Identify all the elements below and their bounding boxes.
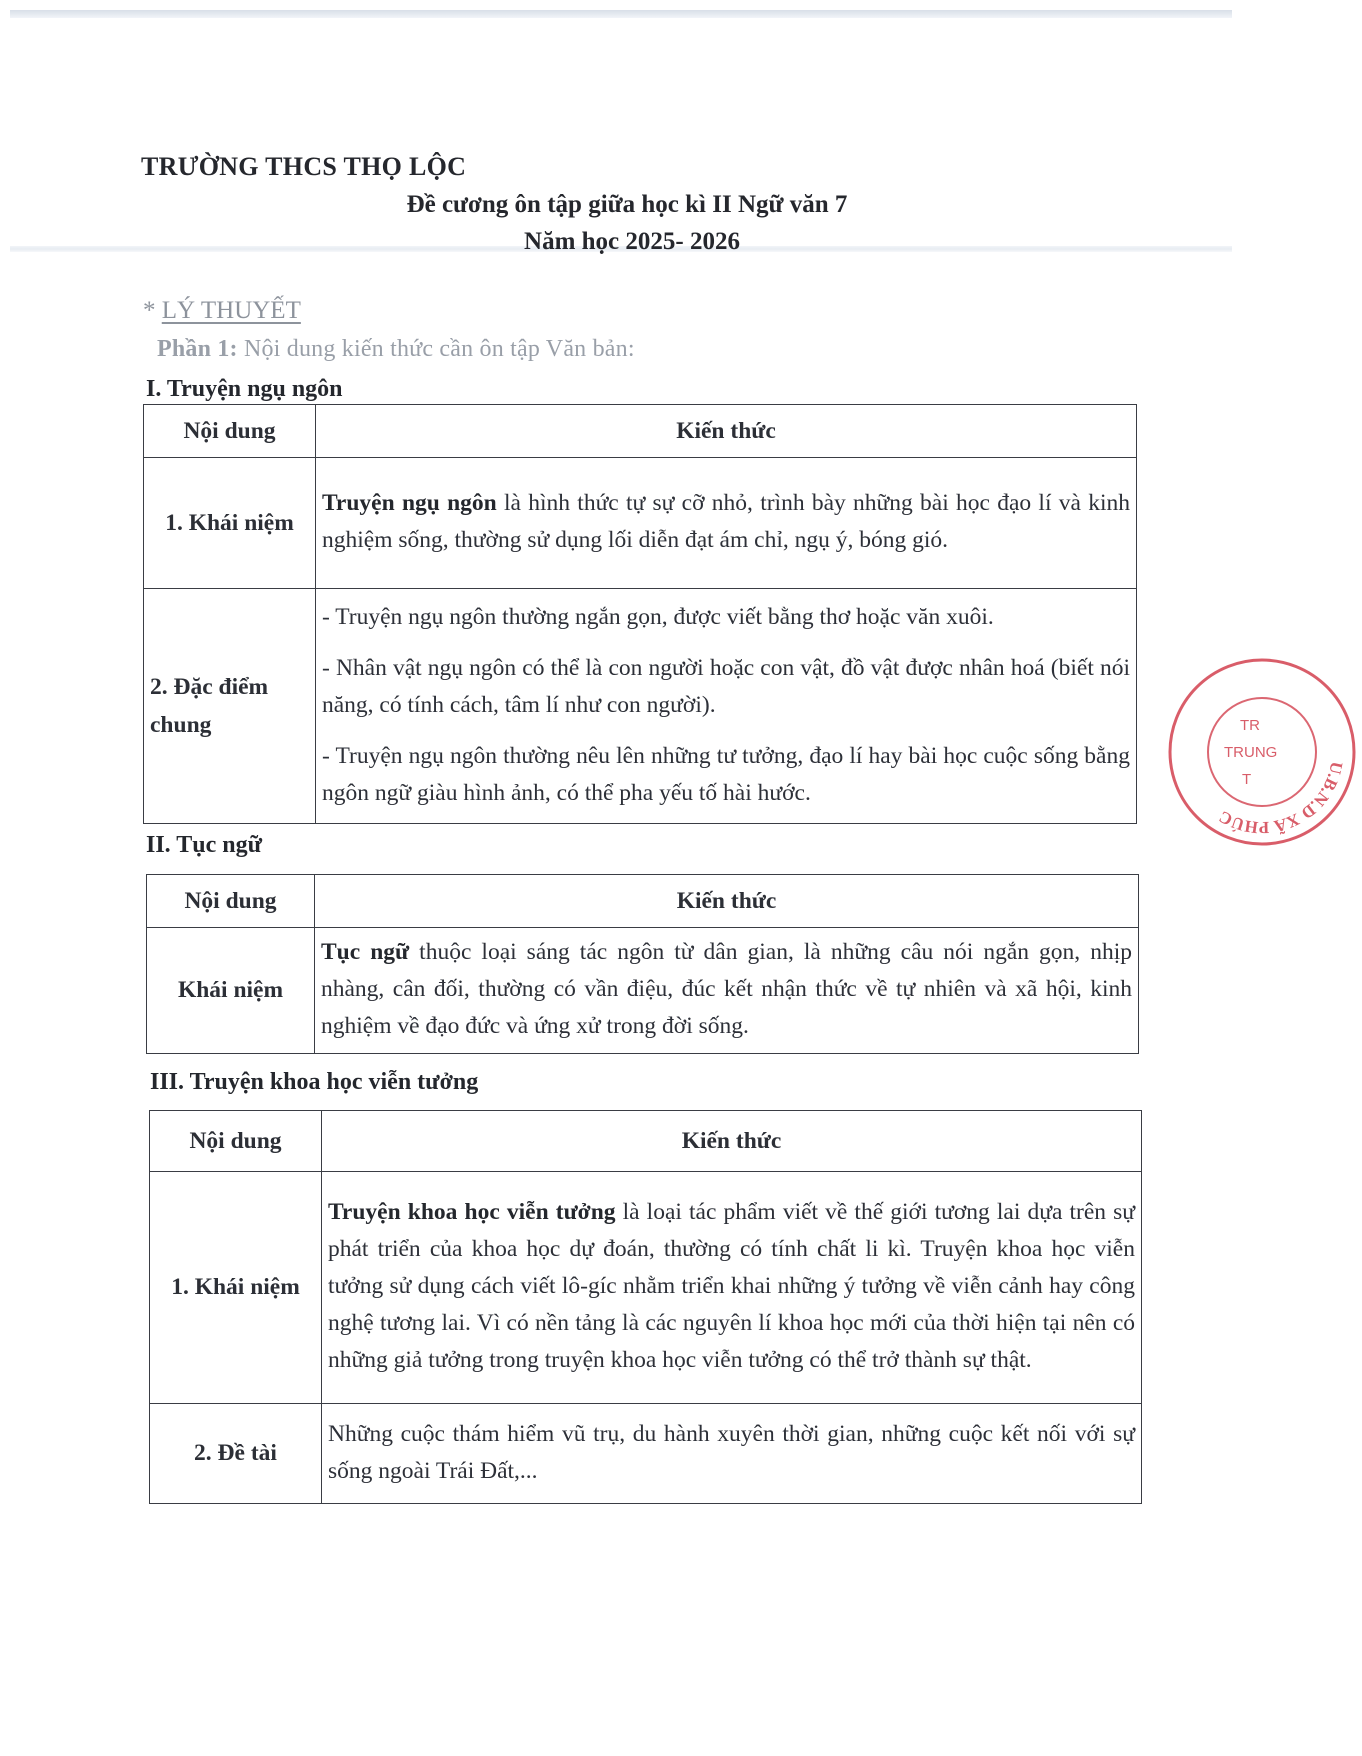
school-name: TRƯỜNG THCS THỌ LỘC — [141, 152, 467, 181]
column-header-content: Nội dung — [144, 405, 316, 458]
section-heading-scifi: III. Truyện khoa học viễn tưởng — [150, 1069, 479, 1095]
column-header-knowledge: Kiến thức — [316, 405, 1137, 458]
part-text: Nội dung kiến thức cần ôn tập Văn bản: — [237, 336, 635, 362]
table-header-row — [147, 875, 1139, 928]
table-header-row — [150, 1111, 1142, 1172]
theory-heading — [143, 297, 301, 325]
bullet-point: - Nhân vật ngụ ngôn có thể là con người hoặc con vật, đồ vật được nhân hoá (biết nói năng, có tính cách, tâm lí như con người). — [322, 654, 1130, 718]
stamp-ring-textpath: U.B.N.D XÃ PHÚC — [1215, 759, 1347, 838]
table-row — [150, 1404, 1142, 1504]
term-bold: Truyện ngụ ngôn — [322, 490, 497, 516]
definition-text: là hình thức tự sự cỡ nhỏ, trình bày những bài học đạo lí và kinh nghiệm sống, thường sử dụng lối diễn đạt ám chỉ, ngụ ý, bóng gió. — [322, 490, 1130, 553]
school-year: Năm học 2025- 2026 — [524, 228, 740, 255]
column-header-content: Nội dung — [147, 875, 315, 928]
column-header-knowledge: Kiến thức — [315, 875, 1139, 928]
bullet-point: - Truyện ngụ ngôn thường nêu lên những tư tưởng, đạo lí hay bài học cuộc sống bằng ngôn ngữ giàu hình ảnh, có thể pha yếu tố hài hước. — [322, 742, 1130, 806]
row-label: 2. Đặc điểm chung — [144, 589, 316, 824]
stamp-inner-line: T — [1242, 771, 1252, 788]
proverb-table — [146, 874, 1139, 1054]
row-label: 2. Đề tài — [150, 1404, 322, 1504]
row-label: 1. Khái niệm — [144, 458, 316, 589]
document-title: Đề cương ôn tập giữa học kì II Ngữ văn 7 — [406, 191, 848, 218]
row-content — [316, 589, 1137, 824]
fable-table — [143, 404, 1137, 824]
column-header-content: Nội dung — [150, 1111, 322, 1172]
section-heading-proverb: II. Tục ngữ — [146, 832, 263, 858]
stamp-inner-line: TR — [1240, 717, 1260, 734]
definition-text: thuộc loại sáng tác ngôn từ dân gian, là những câu nói ngắn gọn, nhịp nhàng, cân đối, thường có vần điệu, đúc kết nhận thức về tự nhiên và xã hội, kinh nghiệm về đạo đức và ứng xử trong đời sống. — [321, 939, 1132, 1039]
table-header-row — [144, 405, 1137, 458]
table-row — [147, 928, 1139, 1054]
term-bold: Truyện khoa học viễn tưởng — [328, 1199, 616, 1225]
row-content — [316, 458, 1137, 589]
theory-heading-text: LÝ THUYẾT — [161, 297, 301, 324]
bullet-point: - Truyện ngụ ngôn thường ngắn gọn, được viết bằng thơ hoặc văn xuôi. — [322, 603, 994, 630]
term-bold: Tục ngữ — [321, 939, 410, 965]
row-content — [315, 928, 1139, 1054]
school-seal-stamp — [1162, 652, 1362, 852]
definition-text: là loại tác phẩm viết về thế giới tương lai dựa trên sự phát triển của khoa học dự đoán, thường có tính chất li kì. Truyện khoa học viễn tưởng sử dụng cách viết lô-gíc nhằm triển khai những ý tưởng về viễn cảnh hay công nghệ tương lai. Vì có nền tảng là các nguyên lí khoa học mới của thời hiện tại nên có những giả tưởng trong truyện khoa học viễn tưởng có thể trở thành sự thật. — [328, 1199, 1135, 1373]
scifi-table — [149, 1110, 1142, 1504]
table-row — [144, 458, 1137, 589]
part-label: Phần 1: — [157, 336, 238, 362]
row-label: Khái niệm — [147, 928, 315, 1054]
row-content: Những cuộc thám hiểm vũ trụ, du hành xuyên thời gian, những cuộc kết nối với sự sống ngoài Trái Đất,... — [322, 1404, 1142, 1504]
row-label: 1. Khái niệm — [150, 1172, 322, 1404]
section-heading-fable: I. Truyện ngụ ngôn — [146, 376, 343, 402]
stamp-inner-line: TRUNG — [1224, 744, 1278, 761]
row-content — [322, 1172, 1142, 1404]
part-heading — [157, 336, 635, 363]
table-row — [150, 1172, 1142, 1404]
column-header-knowledge: Kiến thức — [322, 1111, 1142, 1172]
theory-marker: * — [143, 297, 162, 324]
table-row — [144, 589, 1137, 824]
